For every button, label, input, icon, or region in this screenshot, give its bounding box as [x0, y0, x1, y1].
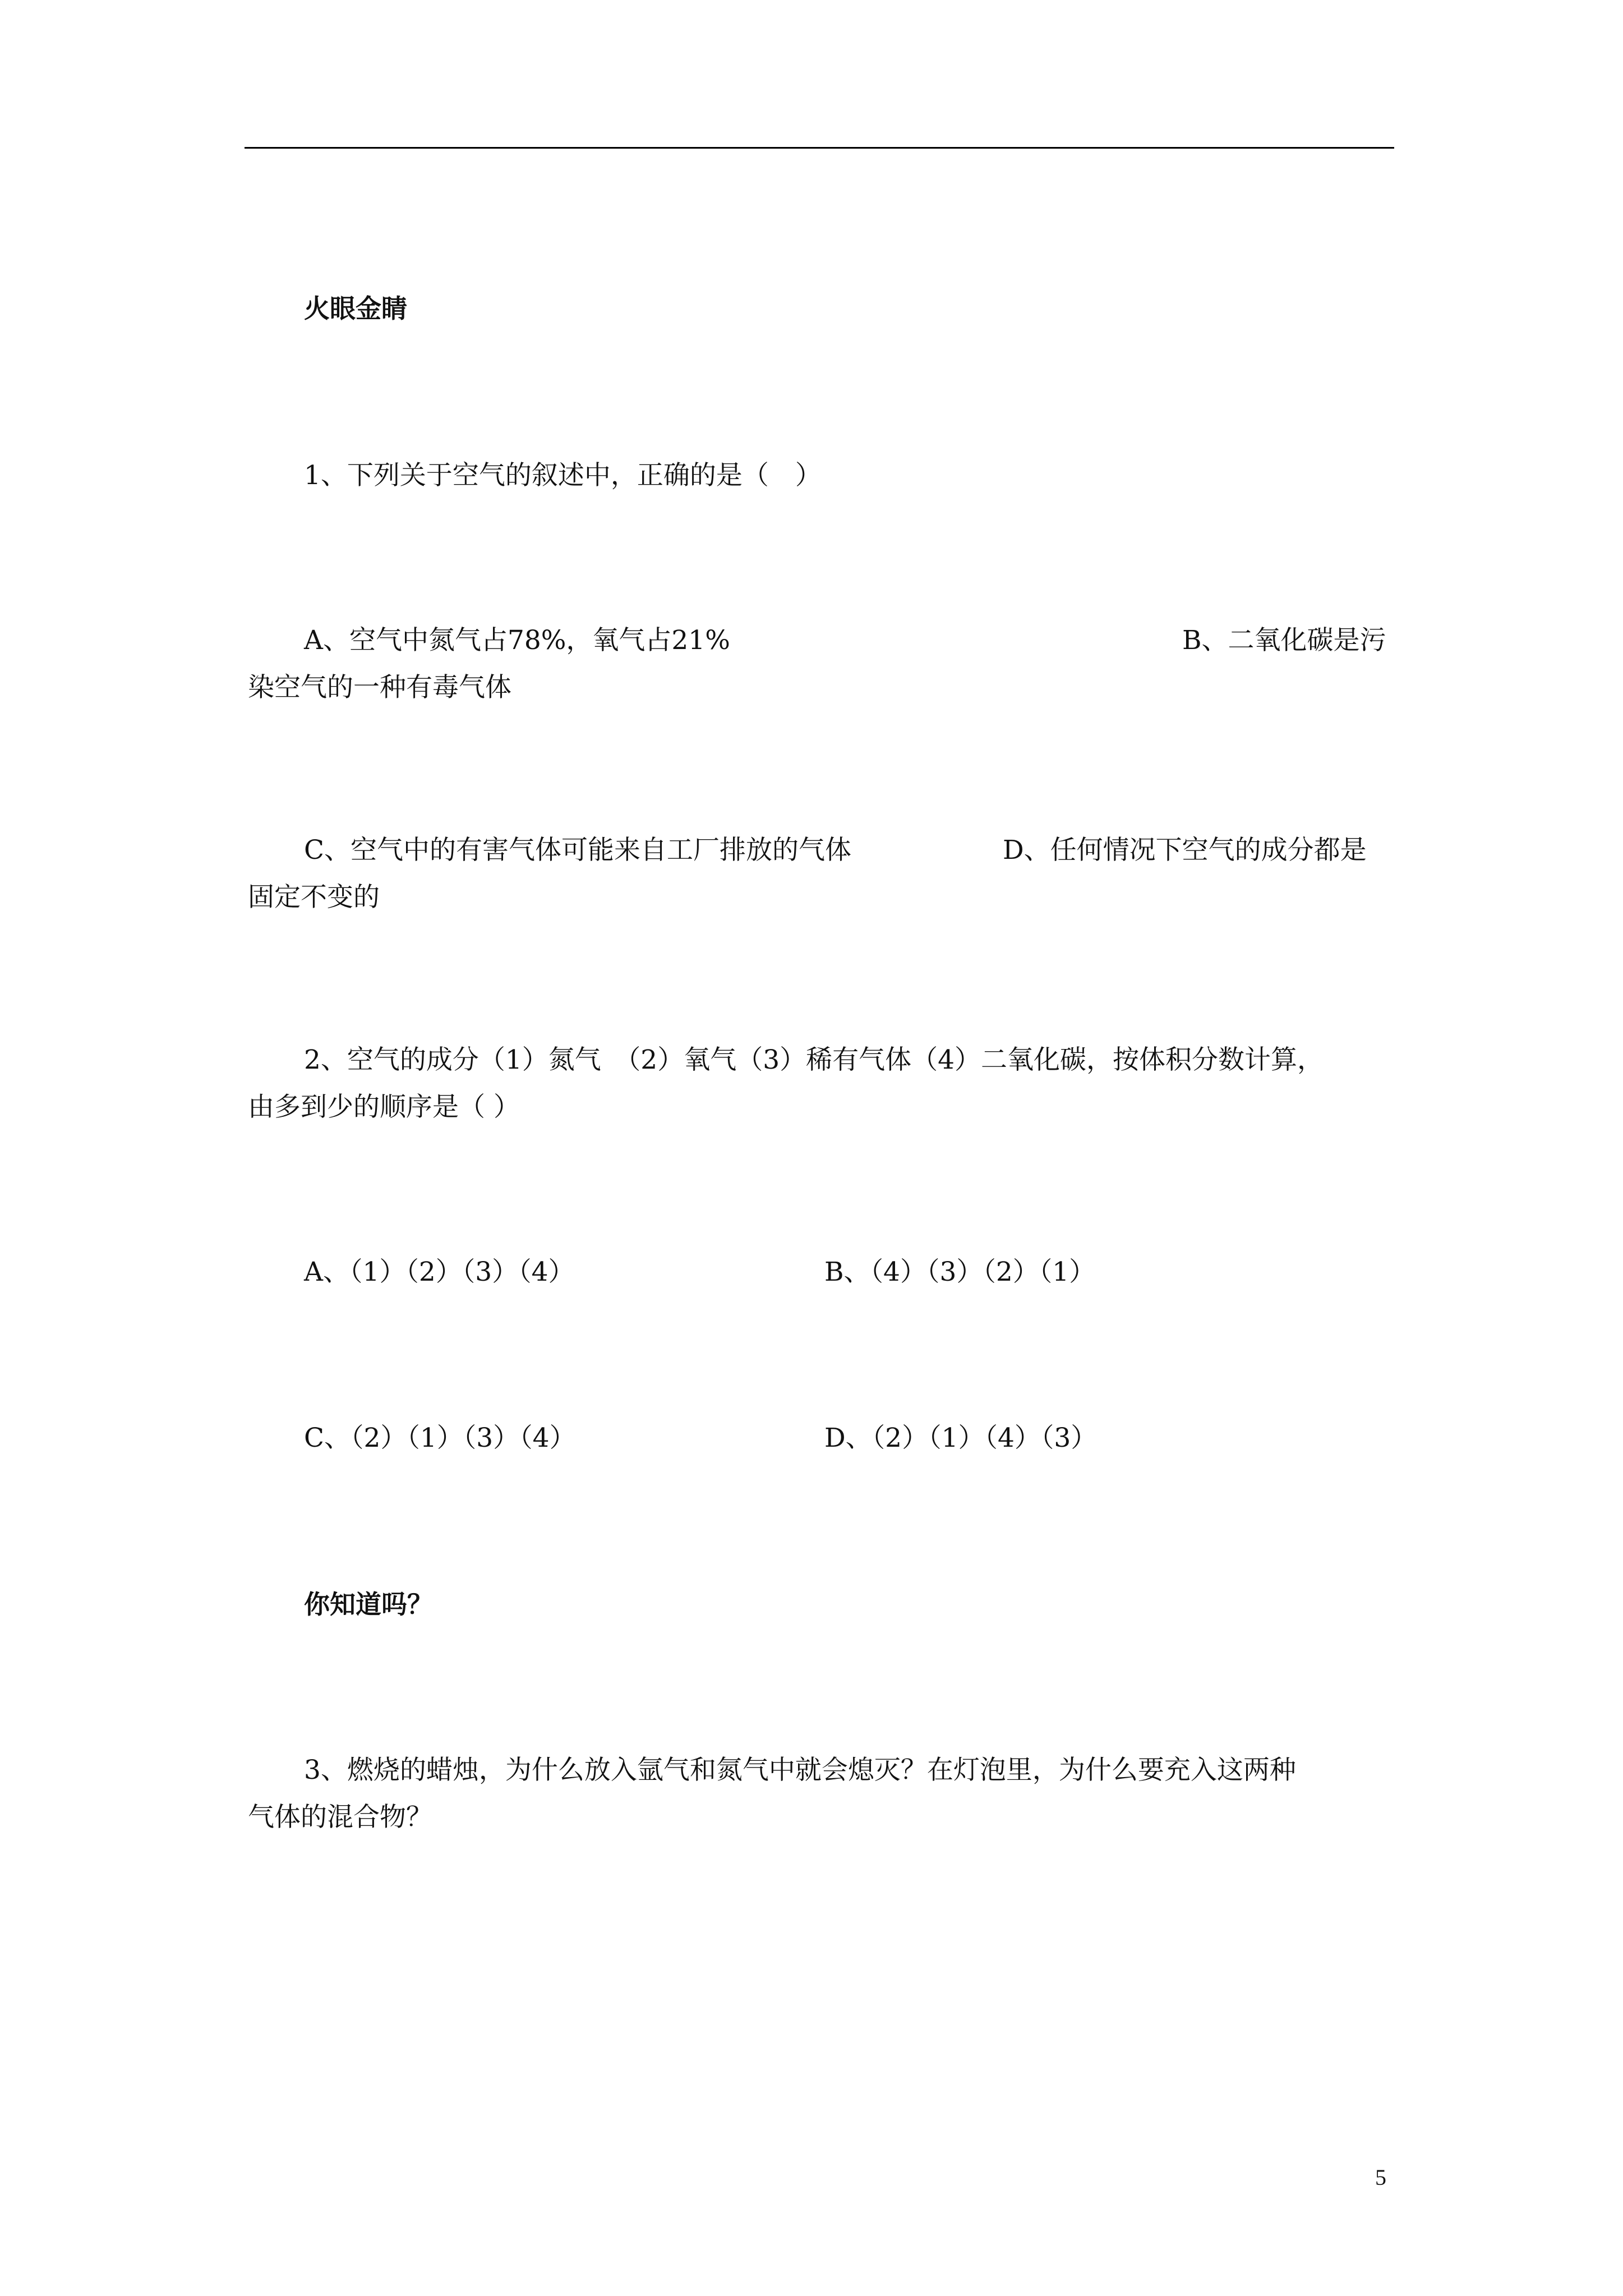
question-1-option-c: C、空气中的有害气体可能来自工厂排放的气体: [304, 835, 851, 866]
page-number: 5: [1375, 2165, 1386, 2190]
question-1-option-d-line2: 固定不变的: [248, 882, 380, 913]
question-2-option-a: A、（1）（2）（3）（4）: [304, 1257, 575, 1287]
question-1-option-d-line1: D、任何情况下空气的成分都是: [1003, 835, 1367, 866]
header-rule: [245, 147, 1394, 149]
question-3-line1: 3、燃烧的蜡烛，为什么放入氩气和氮气中就会熄灭？在灯泡里，为什么要充入这两种: [304, 1755, 1296, 1786]
question-2-option-c: C、（2）（1）（3）（4）: [304, 1423, 576, 1453]
question-2-option-b: B、（4）（3）（2）（1）: [824, 1257, 1096, 1287]
question-1-stem: 1、下列关于空气的叙述中，正确的是（ ）: [304, 460, 822, 491]
question-1-option-a: A、空气中氮气占78%，氧气占21%: [304, 625, 730, 656]
section-title-huoyanjinjing: 火眼金睛: [304, 293, 407, 324]
question-2-stem-line2: 由多到少的顺序是（ ）: [248, 1092, 520, 1122]
question-2-stem-line1: 2、空气的成分（1）氮气 （2）氧气（3）稀有气体（4）二氧化碳，按体积分数计算，: [304, 1045, 1324, 1075]
question-1-option-b-line1: B、二氧化碳是污: [1182, 625, 1386, 656]
question-1-option-b-line2: 染空气的一种有毒气体: [248, 672, 511, 703]
section-title-nizhidaoma: 你知道吗？: [304, 1589, 433, 1619]
question-3-line2: 气体的混合物？: [248, 1802, 432, 1833]
question-2-option-d: D、（2）（1）（4）（3）: [824, 1423, 1098, 1453]
